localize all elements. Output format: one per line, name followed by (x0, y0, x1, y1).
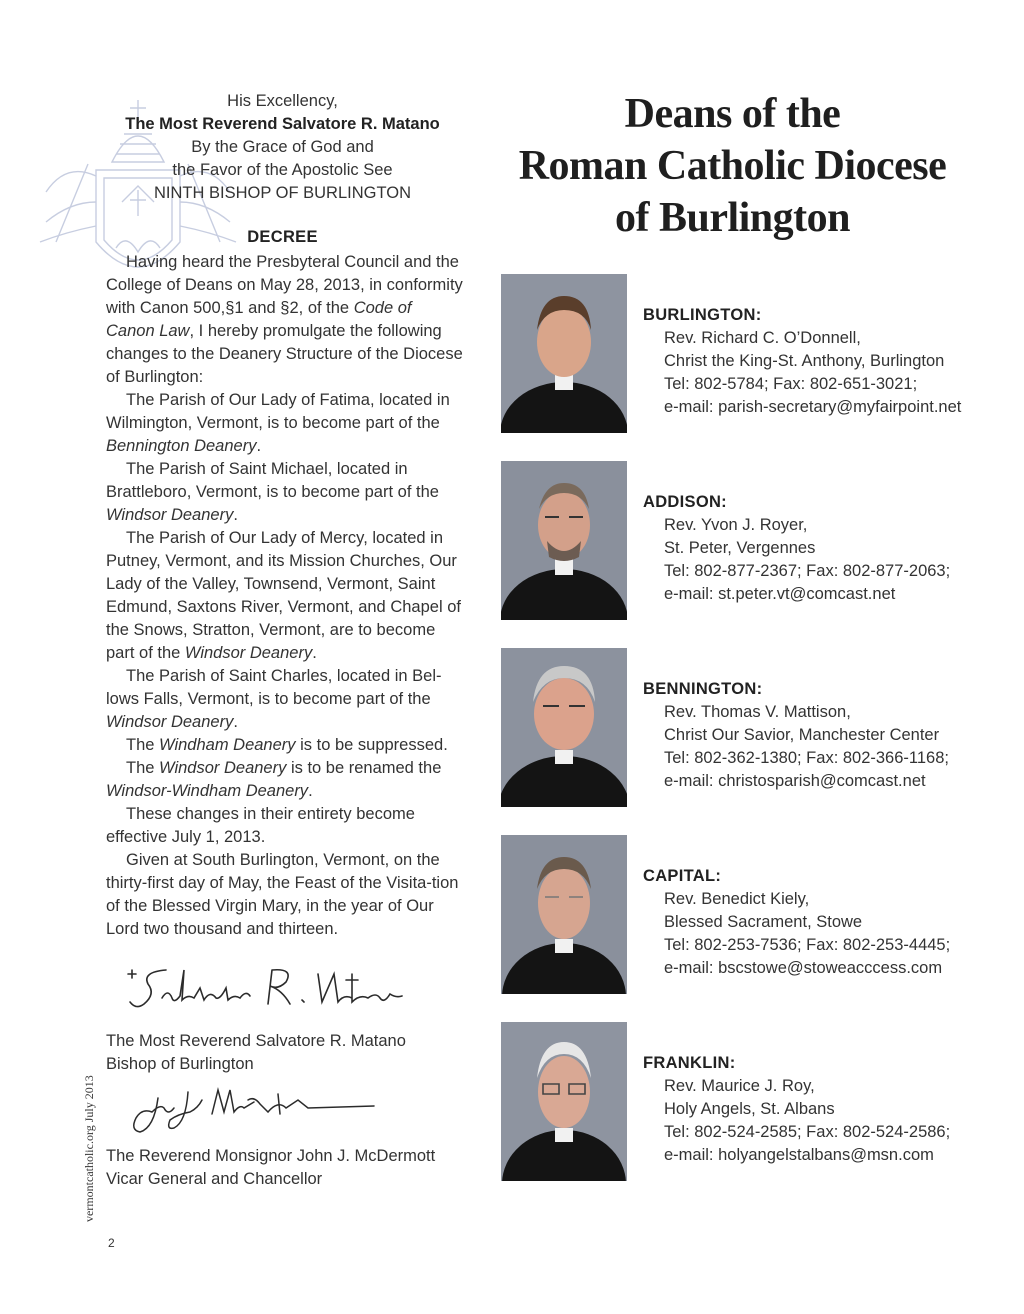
bishop-signer (106, 1030, 466, 1076)
italic-text: Windsor Deanery (159, 759, 287, 777)
dean-entry-bennington (501, 648, 1001, 808)
text: The (126, 736, 160, 754)
portrait-image (501, 1022, 627, 1181)
letterhead-line: the Favor of the Apostolic See (172, 161, 393, 179)
dean-entry-burlington (501, 274, 1001, 434)
dean-email: e-mail: holyangelstalbans@msn.com (664, 1146, 934, 1164)
dean-info (643, 678, 1003, 793)
dean-portrait (501, 648, 627, 807)
dean-portrait (501, 835, 627, 994)
italic-text: Windsor-Windham Deanery (106, 782, 309, 800)
text: The (126, 759, 160, 777)
italic-text: Windham Deanery (159, 736, 296, 754)
signer-name: The Reverend Monsignor John J. McDermott (106, 1147, 436, 1165)
dean-portrait (501, 461, 627, 620)
dean-email: e-mail: christosparish@comcast.net (664, 772, 926, 790)
text: The Parish of Our Lady of Fatima, located in Wilmington, Vermont, is to become part of the (106, 391, 450, 432)
publication-side-note: vermontcatholic.org July 2013 (82, 1075, 96, 1222)
text: . (308, 782, 313, 800)
text: is to be renamed the (286, 759, 442, 777)
title-line: of Burlington (614, 195, 851, 241)
dean-entry-franklin (501, 1022, 1001, 1182)
vicar-general-signer (106, 1145, 466, 1191)
dean-entry-capital (501, 835, 1001, 995)
page-number: 2 (108, 1236, 115, 1250)
text: The Parish of Saint Charles, located in Bel-lows Falls, Vermont, is to become part of the (106, 667, 442, 708)
text: The Parish of Our Lady of Mercy, located in Putney, Vermont, and its Mission Churches, Our Lady of the Valley, Townsend, Vermont, Saint Edmund, Saxtons River, Vermont, and Chapel of the Snows, Stratton, Vermont, are to become part of the (106, 529, 461, 662)
dean-email: e-mail: bscstowe@stoweacccess.com (664, 959, 943, 977)
letterhead-line: His Excellency, (227, 92, 338, 110)
decree-paragraph (106, 389, 464, 458)
decree-paragraph (106, 734, 464, 757)
dean-email: e-mail: parish-secretary@myfairpoint.net (664, 398, 962, 416)
letterhead-line: NINTH BISHOP OF BURLINGTON (153, 184, 411, 202)
dean-name: Rev. Benedict Kiely, (664, 890, 810, 908)
dean-info (643, 865, 1003, 980)
dean-email: e-mail: st.peter.vt@comcast.net (664, 585, 896, 603)
dean-name: Rev. Yvon J. Royer, (664, 516, 808, 534)
bishop-name: The Most Reverend Salvatore R. Matano (125, 115, 440, 133)
decree-title: DECREE (247, 228, 318, 246)
dean-parish: Blessed Sacrament, Stowe (664, 913, 863, 931)
dean-name: Rev. Thomas V. Mattison, (664, 703, 851, 721)
portrait-image (501, 648, 627, 807)
letterhead (100, 90, 465, 205)
title-line: Roman Catholic Diocese (518, 143, 947, 189)
decree-paragraph (106, 251, 464, 389)
deanery-name: CAPITAL: (643, 867, 722, 885)
decree-body (106, 251, 464, 941)
dean-parish: Christ Our Savior, Manchester Center (664, 726, 940, 744)
signer-name: The Most Reverend Salvatore R. Matano (106, 1032, 406, 1050)
text: . (233, 506, 238, 524)
bishop-signature (122, 960, 412, 1020)
dean-entry-addison (501, 461, 1001, 621)
dean-portrait (501, 1022, 627, 1181)
italic-text: Code of Canon Law (106, 299, 412, 340)
italic-text: Windsor Deanery (106, 506, 234, 524)
dean-parish: Christ the King-St. Anthony, Burlington (664, 352, 945, 370)
dean-phone: Tel: 802-877-2367; Fax: 802-877-2063; (664, 562, 951, 580)
deanery-name: BURLINGTON: (643, 306, 762, 324)
text: Having heard the Presbyteral Council and the College of Deans on May 28, 2013, in conformity with Canon 500,§1 and §2, of the (106, 253, 463, 317)
dean-phone: Tel: 802-5784; Fax: 802-651-3021; (664, 375, 918, 393)
dean-phone: Tel: 802-253-7536; Fax: 802-253-4445; (664, 936, 951, 954)
text: . (312, 644, 317, 662)
portrait-image (501, 835, 627, 994)
text: , I hereby promulgate the following changes to the Deanery Structure of the Diocese of Burlington: (106, 322, 463, 386)
italic-text: Windsor Deanery (106, 713, 234, 731)
signer-title: Bishop of Burlington (106, 1055, 254, 1073)
page-title (490, 88, 975, 244)
text: . (256, 437, 262, 455)
signer-title: Vicar General and Chancellor (106, 1170, 323, 1188)
decree-paragraph: These changes in their entirety become effective July 1, 2013. (106, 805, 415, 846)
portrait-image (501, 461, 627, 620)
dean-phone: Tel: 802-362-1380; Fax: 802-366-1168; (664, 749, 949, 767)
dean-portrait (501, 274, 627, 433)
dean-name: Rev. Maurice J. Roy, (664, 1077, 815, 1095)
text: is to be suppressed. (295, 736, 448, 754)
deanery-name: BENNINGTON: (643, 680, 763, 698)
deanery-name: FRANKLIN: (643, 1054, 736, 1072)
decree-paragraph (106, 757, 464, 803)
dean-info (643, 304, 1003, 419)
decree-paragraph (106, 458, 464, 527)
italic-text: Bennington Deanery (106, 437, 257, 455)
title-line: Deans of the (624, 91, 841, 137)
vicar-general-signature (128, 1078, 388, 1138)
dean-name: Rev. Richard C. O’Donnell, (664, 329, 861, 347)
dean-phone: Tel: 802-524-2585; Fax: 802-524-2586; (664, 1123, 951, 1141)
text: . (233, 713, 238, 731)
dean-parish: St. Peter, Vergennes (664, 539, 816, 557)
decree-paragraph (106, 665, 464, 734)
letterhead-line: By the Grace of God and (191, 138, 374, 156)
decree-paragraph (106, 527, 464, 665)
dean-parish: Holy Angels, St. Albans (664, 1100, 835, 1118)
italic-text: Windsor Deanery (184, 644, 313, 662)
portrait-image (501, 274, 627, 433)
dean-info (643, 491, 1003, 606)
decree-paragraph: Given at South Burlington, Vermont, on the thirty-first day of May, the Feast of the Visita-tion of the Blessed Virgin Mary, in the year of Our Lord two thousand and thirteen. (106, 851, 459, 938)
deanery-name: ADDISON: (643, 493, 727, 511)
text: The Parish of Saint Michael, located in Brattleboro, Vermont, is to become part of the (106, 460, 439, 501)
dean-info (643, 1052, 1003, 1167)
